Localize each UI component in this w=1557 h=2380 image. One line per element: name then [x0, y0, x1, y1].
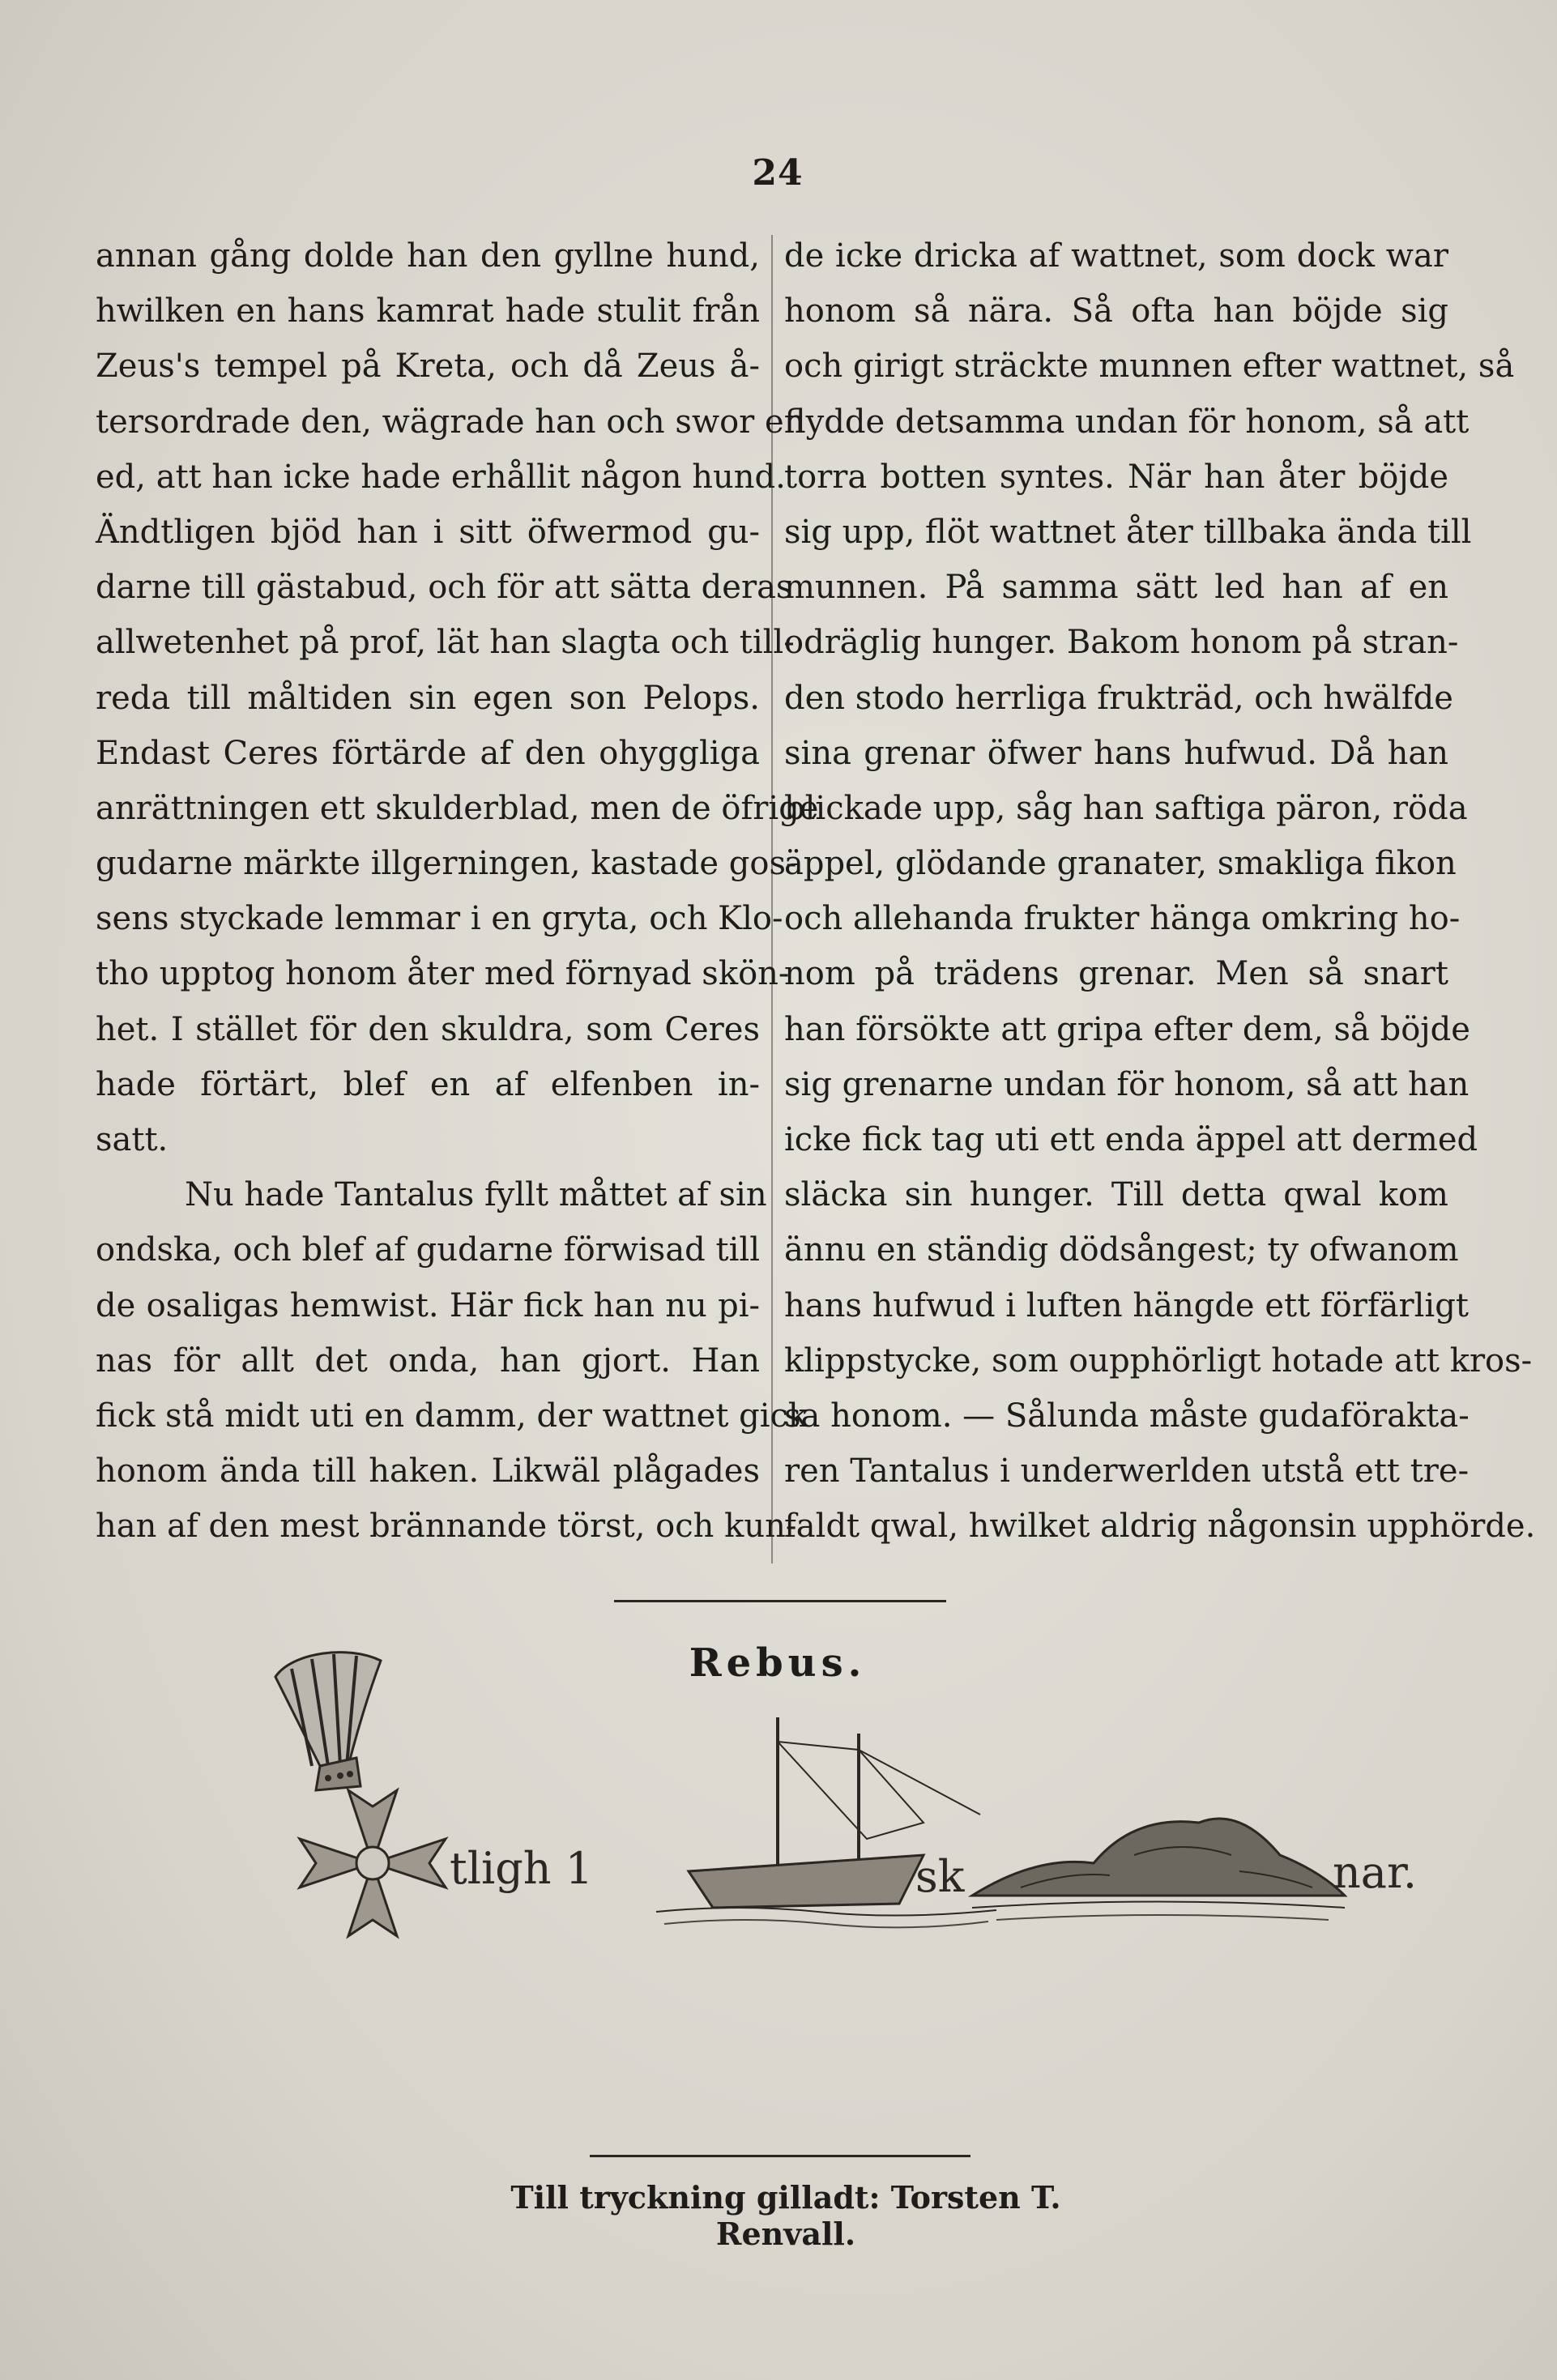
left-column-line: gudarne märkte illgerningen, kastade gos- — [96, 845, 797, 883]
left-column-line: tersordrade den, wägrade han och swor en — [96, 403, 805, 441]
left-column-line: Endast Ceres förtärde af den ohyggliga — [96, 734, 760, 772]
right-column-line: släcka sin hunger. Till detta qwal kom — [784, 1176, 1448, 1214]
right-column-line: och girigt sträckte munnen efter wattnet, så — [784, 348, 1515, 386]
right-column-line: sina grenar öfwer hans hufwud. Då han — [784, 734, 1448, 772]
left-column-line: honom ända till haken. Likwäl plågades — [96, 1452, 760, 1491]
island-icon — [972, 1782, 1345, 1928]
right-column — [784, 228, 1536, 1573]
footer-divider — [590, 2155, 970, 2157]
left-column-line: ed, att han icke hade erhållit någon hund. — [96, 458, 786, 496]
right-column-line: och allehanda frukter hänga omkring ho- — [784, 900, 1461, 938]
section-divider — [614, 1600, 946, 1602]
right-column-line: ännu en ständig dödsångest; ty ofwanom — [784, 1231, 1459, 1269]
left-column-line: satt. — [96, 1121, 168, 1158]
left-column-line: Zeus's tempel på Kreta, och då Zeus å- — [96, 348, 760, 386]
right-column-line: faldt qwal, hwilket aldrig någonsin upphörde. — [784, 1508, 1536, 1546]
rebus-puzzle — [243, 1644, 1442, 1968]
right-column-line: sig upp, flöt wattnet åter tillbaka ända till — [784, 513, 1472, 551]
right-column-line: hans hufwud i luften hängde ett förfärligt — [784, 1286, 1469, 1324]
column-divider — [771, 235, 773, 1563]
left-column-line: reda till måltiden sin egen son Pelops. — [96, 679, 760, 717]
left-column — [96, 228, 819, 1573]
left-column-line: annan gång dolde han den gyllne hund, — [96, 237, 760, 275]
left-column-line: Ändtligen bjöd han i sitt öfwermod gu- — [96, 513, 760, 551]
right-column-line: den stodo herrliga frukträd, och hwälfde — [784, 679, 1453, 717]
left-column-line: sens styckade lemmar i en gryta, och Klo- — [96, 900, 783, 938]
right-column-line: munnen. På samma sätt led han af en — [784, 569, 1448, 607]
ship-icon — [656, 1717, 996, 1944]
left-column-line: Nu hade Tantalus fyllt måttet af sin — [185, 1176, 767, 1214]
right-column-line: sig grenarne undan för honom, så att han — [784, 1065, 1470, 1103]
page-number: 24 — [752, 152, 804, 194]
right-column-line: de icke dricka af wattnet, som dock war — [784, 237, 1448, 275]
left-column-line: han af den mest brännande törst, och kun- — [96, 1508, 797, 1546]
left-column-line: het. I stället för den skuldra, som Ceres — [96, 1010, 760, 1048]
left-column-line: darne till gästabud, och för att sätta deras — [96, 569, 793, 607]
left-column-line: anrättningen ett skulderblad, men de öfrige — [96, 789, 819, 827]
right-column-line: äppel, glödande granater, smakliga fikon — [784, 845, 1457, 883]
left-column-line: hwilken en hans kamrat hade stulit från — [96, 292, 760, 331]
right-column-line: torra botten syntes. När han åter böjde — [784, 458, 1448, 496]
right-column-line: han försökte att gripa efter dem, så böjde — [784, 1010, 1470, 1048]
rebus-text-sk: sk — [915, 1851, 965, 1902]
right-column-line: ren Tantalus i underwerlden utstå ett tre- — [784, 1452, 1470, 1491]
rebus-text-tligh: tligh 1 — [450, 1843, 594, 1894]
right-column-line: klippstycke, som oupphörligt hotade att kros- — [784, 1341, 1533, 1380]
left-column-line: nas för allt det onda, han gjort. Han — [96, 1341, 760, 1380]
right-column-line: blickade upp, såg han saftiga päron, röda — [784, 789, 1468, 827]
right-column-line: nom på trädens grenar. Men så snart — [784, 955, 1448, 993]
rebus-text-nar: nar. — [1333, 1847, 1418, 1898]
right-column-line: odräglig hunger. Bakom honom på stran- — [784, 624, 1459, 662]
imprint-line: Till tryckning gilladt: Torsten T. Renvall. — [510, 2179, 1061, 2252]
left-column-line: allwetenhet på prof, lät han slagta och till- — [96, 624, 795, 662]
left-column-line: ondska, och blef af gudarne förwisad till — [96, 1231, 760, 1269]
right-column-line: flydde detsamma undan för honom, så att — [784, 403, 1470, 441]
left-column-line: tho upptog honom åter med förnyad skön- — [96, 955, 790, 993]
right-column-line: sa honom. — Sålunda måste gudaförakta- — [784, 1397, 1470, 1435]
left-column-line: de osaligas hemwist. Här fick han nu pi- — [96, 1286, 760, 1324]
left-column-line: hade förtärt, blef en af elfenben in- — [96, 1065, 760, 1103]
right-column-line: honom så nära. Så ofta han böjde sig — [784, 292, 1448, 331]
right-column-line: icke fick tag uti ett enda äppel att dermed — [784, 1121, 1478, 1158]
rebus-title: Rebus. — [689, 1640, 867, 1686]
cross-icon — [292, 1782, 454, 1944]
left-column-line: fick stå midt uti en damm, der wattnet gick — [96, 1397, 808, 1435]
